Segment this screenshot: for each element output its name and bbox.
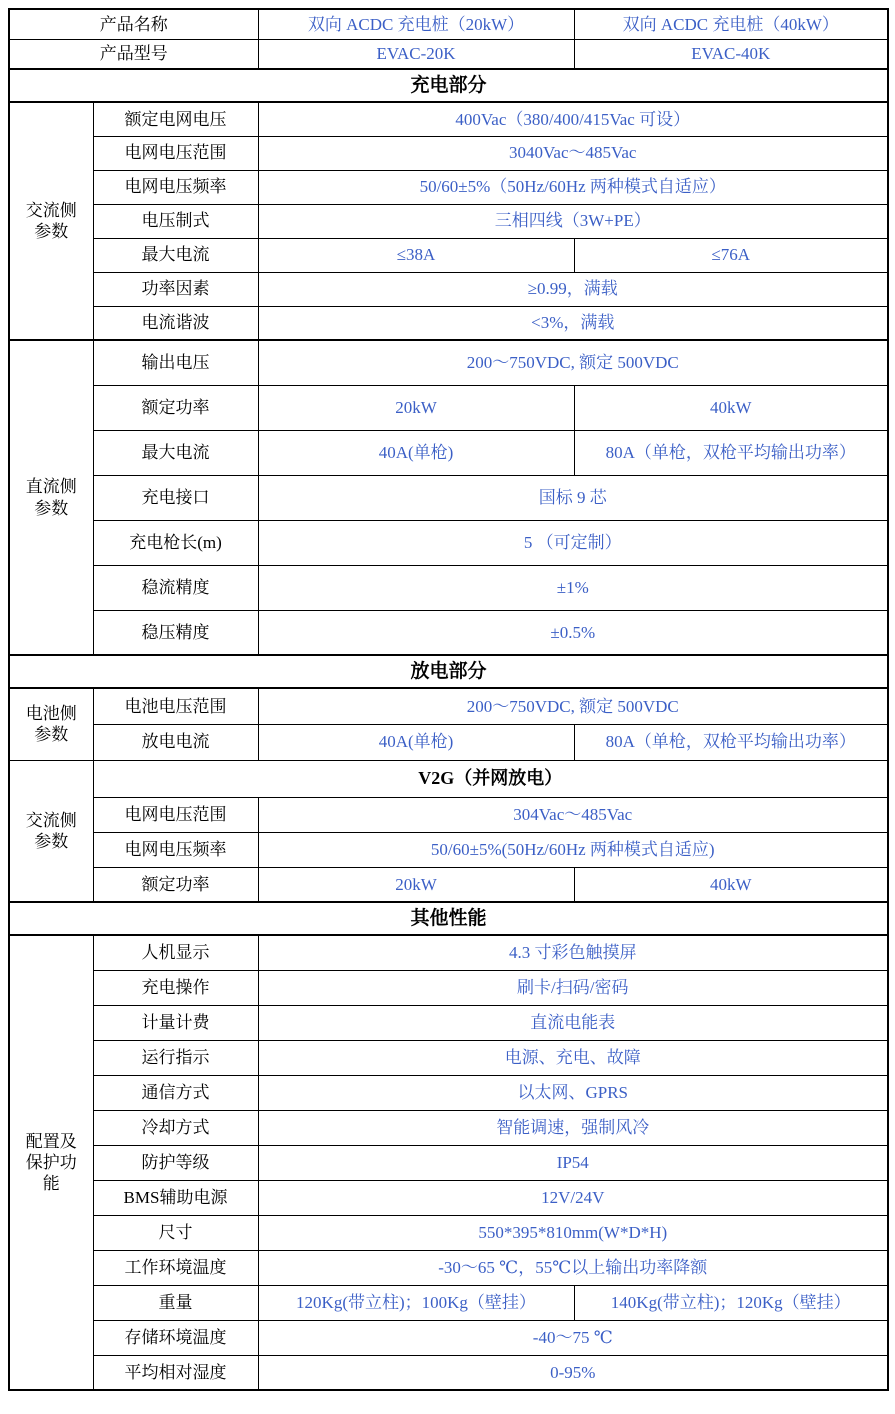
spec-value: ±1% (258, 565, 888, 610)
row-label: 充电枪长(m) (93, 520, 258, 565)
spec-value-20kw: 20kW (258, 385, 574, 430)
spec-value-40kw: 40kW (574, 385, 888, 430)
spec-table (8, 8, 889, 1391)
section-title-other: 其他性能 (9, 902, 888, 935)
group-label-config: 配置及保护功能 (9, 935, 93, 1390)
spec-value-20kw: 40A(单枪) (258, 430, 574, 475)
row-label: 额定功率 (93, 385, 258, 430)
spec-value: -30～65 ℃，55℃以上输出功率降额 (258, 1250, 888, 1285)
row-label: 工作环境温度 (93, 1250, 258, 1285)
row-label: 尺寸 (93, 1215, 258, 1250)
row-label: 电网电压频率 (93, 832, 258, 867)
spec-value: 12V/24V (258, 1180, 888, 1215)
spec-value-20kw: ≤38A (258, 238, 574, 272)
row-label: 计量计费 (93, 1005, 258, 1040)
row-label: 电池电压范围 (93, 688, 258, 724)
row-label: 功率因素 (93, 272, 258, 306)
row-label: 存储环境温度 (93, 1320, 258, 1355)
spec-value: 50/60±5%(50Hz/60Hz 两种模式自适应) (258, 832, 888, 867)
spec-value: 5 （可定制） (258, 520, 888, 565)
row-label: 额定电网电压 (93, 102, 258, 136)
section-title-charging: 充电部分 (9, 69, 888, 102)
spec-value: 304Vac～485Vac (258, 797, 888, 832)
product-model-20kw: EVAC-20K (258, 39, 574, 69)
spec-value-40kw: 40kW (574, 867, 888, 902)
row-label: 稳流精度 (93, 565, 258, 610)
spec-value: 3040Vac～485Vac (258, 136, 888, 170)
row-label: 充电接口 (93, 475, 258, 520)
row-label: 额定功率 (93, 867, 258, 902)
row-label: 稳压精度 (93, 610, 258, 655)
spec-value: 三相四线（3W+PE） (258, 204, 888, 238)
product-name-20kw: 双向 ACDC 充电桩（20kW） (258, 9, 574, 39)
spec-value-40kw: ≤76A (574, 238, 888, 272)
spec-value-20kw: 20kW (258, 867, 574, 902)
spec-value-20kw: 120Kg(带立柱)；100Kg（壁挂） (258, 1285, 574, 1320)
product-model-40kw: EVAC-40K (574, 39, 888, 69)
spec-value: IP54 (258, 1145, 888, 1180)
spec-value: 550*395*810mm(W*D*H) (258, 1215, 888, 1250)
row-label: 冷却方式 (93, 1110, 258, 1145)
spec-value: 200～750VDC, 额定 500VDC (258, 340, 888, 385)
spec-value: 400Vac（380/400/415Vac 可设） (258, 102, 888, 136)
spec-value: 50/60±5%（50Hz/60Hz 两种模式自适应） (258, 170, 888, 204)
group-label-discharge-ac: 交流侧参数 (9, 760, 93, 902)
row-label: 电网电压范围 (93, 797, 258, 832)
row-label: 人机显示 (93, 935, 258, 970)
spec-value: 电源、充电、故障 (258, 1040, 888, 1075)
row-label: 充电操作 (93, 970, 258, 1005)
row-label: 电网电压范围 (93, 136, 258, 170)
spec-value-40kw: 80A（单枪，双枪平均输出功率） (574, 430, 888, 475)
spec-value: 直流电能表 (258, 1005, 888, 1040)
product-name-40kw: 双向 ACDC 充电桩（40kW） (574, 9, 888, 39)
v2g-subsection-title: V2G（并网放电） (93, 760, 888, 797)
spec-value: -40～75 ℃ (258, 1320, 888, 1355)
spec-value: 刷卡/扫码/密码 (258, 970, 888, 1005)
spec-value-40kw: 140Kg(带立柱)；120Kg（壁挂） (574, 1285, 888, 1320)
row-label: 平均相对湿度 (93, 1355, 258, 1390)
row-label: 放电电流 (93, 724, 258, 760)
row-label: 防护等级 (93, 1145, 258, 1180)
spec-value: 智能调速，强制风冷 (258, 1110, 888, 1145)
group-label-charging-dc: 直流侧参数 (9, 340, 93, 655)
spec-value: 0-95% (258, 1355, 888, 1390)
row-label: 重量 (93, 1285, 258, 1320)
spec-value: <3%，满载 (258, 306, 888, 340)
spec-value: 4.3 寸彩色触摸屏 (258, 935, 888, 970)
spec-value-20kw: 40A(单枪) (258, 724, 574, 760)
row-label: 运行指示 (93, 1040, 258, 1075)
spec-value: 国标 9 芯 (258, 475, 888, 520)
spec-value: ≥0.99，满载 (258, 272, 888, 306)
row-label: 电流谐波 (93, 306, 258, 340)
row-label: 最大电流 (93, 430, 258, 475)
group-label-charging-ac: 交流侧参数 (9, 102, 93, 340)
spec-value: 以太网、GPRS (258, 1075, 888, 1110)
group-label-battery: 电池侧参数 (9, 688, 93, 760)
section-title-discharge: 放电部分 (9, 655, 888, 688)
spec-value: 200～750VDC, 额定 500VDC (258, 688, 888, 724)
product-name-label: 产品名称 (9, 9, 258, 39)
row-label: 通信方式 (93, 1075, 258, 1110)
row-label: 最大电流 (93, 238, 258, 272)
product-model-label: 产品型号 (9, 39, 258, 69)
spec-value-40kw: 80A（单枪，双枪平均输出功率） (574, 724, 888, 760)
row-label: BMS辅助电源 (93, 1180, 258, 1215)
row-label: 电网电压频率 (93, 170, 258, 204)
row-label: 电压制式 (93, 204, 258, 238)
row-label: 输出电压 (93, 340, 258, 385)
spec-value: ±0.5% (258, 610, 888, 655)
